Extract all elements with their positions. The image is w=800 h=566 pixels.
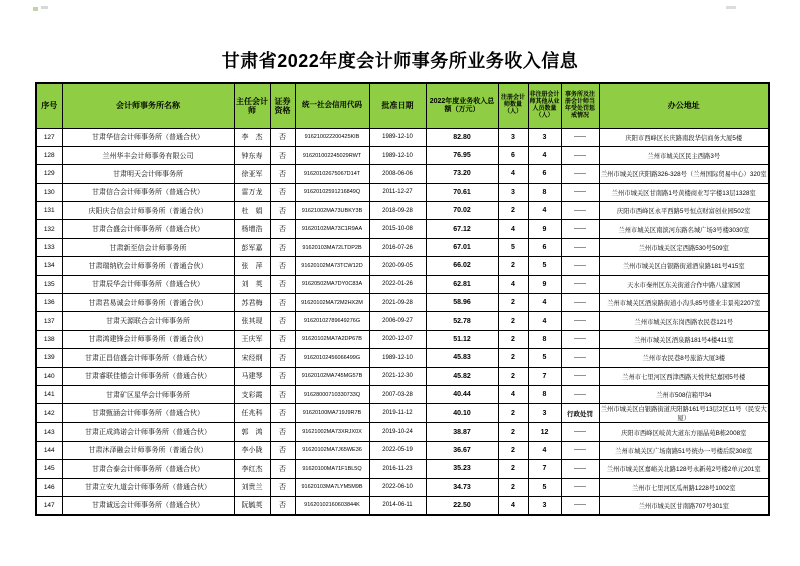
cell-securities: 否 <box>270 312 295 330</box>
cell-approval_date: 2022-06-10 <box>369 478 426 496</box>
table-row <box>36 183 769 201</box>
cell-securities: 否 <box>270 128 295 146</box>
cell-credit_code: 91628000710330733Q <box>295 385 369 403</box>
scan-artifact-right <box>726 5 738 13</box>
cell-accountant: 王庆军 <box>234 330 270 348</box>
cell-other_staff: 8 <box>528 330 561 348</box>
table-header <box>36 83 769 128</box>
cell-address: 兰州市城关区酒泉路街道小沟头85号盛业丰景苑2207室 <box>599 294 769 312</box>
cell-approval_date: 2011-12-27 <box>369 183 426 201</box>
revenue-table <box>35 82 770 516</box>
header-name: 会计师事务所名称 <box>62 83 234 128</box>
cell-other_staff: 6 <box>528 238 561 256</box>
cell-accountant: 张 萍 <box>234 257 270 275</box>
cell-approval_date: 2016-07-26 <box>369 238 426 256</box>
cell-no: 131 <box>36 202 62 220</box>
cell-no: 139 <box>36 349 62 367</box>
cell-accountant: 马建琴 <box>234 367 270 385</box>
cell-revenue: 73.20 <box>426 165 498 183</box>
cell-address: 兰州市城关区东岗西路农民巷121号 <box>599 312 769 330</box>
cell-address: 兰州市城关区白银路街道酒泉路181号415室 <box>599 257 769 275</box>
cell-accountant: 彭军嘉 <box>234 238 270 256</box>
cell-penalty: —— <box>561 496 599 514</box>
cell-credit_code: 91621002MA73XRJX0X <box>295 423 369 441</box>
cell-name: 甘肃睿联佳德会计师事务所（普通合伙） <box>62 367 234 385</box>
cell-revenue: 67.01 <box>426 238 498 256</box>
header-cpa_count: 注册会计师数量（人） <box>498 83 528 128</box>
cell-penalty: —— <box>561 478 599 496</box>
table-row <box>36 423 769 441</box>
cell-name: 甘肃诚远会计师事务所（普通合伙） <box>62 496 234 514</box>
cell-penalty: —— <box>561 294 599 312</box>
cell-penalty: —— <box>561 460 599 478</box>
cell-address: 庆阳市西峰区岐黄大道东方丽晶苑B栋2008室 <box>599 423 769 441</box>
cell-securities: 否 <box>270 423 295 441</box>
cell-name: 甘肃天源联合会计师事务所 <box>62 312 234 330</box>
scan-speck <box>41 6 48 9</box>
cell-name: 甘肃立安九道会计师事务所（普通合伙） <box>62 478 234 496</box>
cell-credit_code: 91620100MA71F1BL5Q <box>295 460 369 478</box>
cell-accountant: 苏君梅 <box>234 294 270 312</box>
table-body <box>36 128 769 515</box>
cell-penalty: 行政处罚 <box>561 404 599 423</box>
table-row <box>36 312 769 330</box>
cell-name: 甘肃甄涵会计师事务所（普通合伙） <box>62 404 234 423</box>
cell-revenue: 62.81 <box>426 275 498 293</box>
cell-other_staff: 9 <box>528 220 561 238</box>
cell-name: 甘肃华信会计师事务所（普通合伙） <box>62 128 234 146</box>
cell-address: 兰州市七里河区西津西路天悦世纪嘉园5号楼 <box>599 367 769 385</box>
cell-name: 甘肃合盛会计师事务所（普通合伙） <box>62 220 234 238</box>
header-penalty: 事务所及注册会计师当年受处罚惩戒情况 <box>561 83 599 128</box>
cell-securities: 否 <box>270 478 295 496</box>
cell-penalty: —— <box>561 165 599 183</box>
cell-approval_date: 2007-03-28 <box>369 385 426 403</box>
cell-cpa_count: 3 <box>498 128 528 146</box>
header-approval_date: 批准日期 <box>369 83 426 128</box>
cell-address: 兰州市城关区南滨河东路名城广场3号楼3030室 <box>599 220 769 238</box>
cell-revenue: 67.12 <box>426 220 498 238</box>
cell-cpa_count: 4 <box>498 496 528 514</box>
cell-cpa_count: 4 <box>498 385 528 403</box>
cell-revenue: 35.23 <box>426 460 498 478</box>
cell-accountant: 宋经纲 <box>234 349 270 367</box>
cell-securities: 否 <box>270 294 295 312</box>
cell-approval_date: 2019-10-24 <box>369 423 426 441</box>
cell-credit_code: 91620102MA73TCW12D <box>295 257 369 275</box>
cell-other_staff: 3 <box>528 404 561 423</box>
cell-other_staff: 8 <box>528 183 561 201</box>
cell-credit_code: 91620102MA7J65WE36 <box>295 441 369 459</box>
cell-address: 兰州市508信箱甲34 <box>599 385 769 403</box>
table-row <box>36 460 769 478</box>
cell-revenue: 45.82 <box>426 367 498 385</box>
cell-other_staff: 5 <box>528 257 561 275</box>
cell-securities: 否 <box>270 146 295 164</box>
cell-revenue: 34.73 <box>426 478 498 496</box>
cell-revenue: 40.44 <box>426 385 498 403</box>
cell-other_staff: 5 <box>528 349 561 367</box>
cell-credit_code: 91620102456066499G <box>295 349 369 367</box>
cell-approval_date: 2021-09-28 <box>369 294 426 312</box>
cell-penalty: —— <box>561 238 599 256</box>
cell-credit_code: 91621002MA73UBKY3B <box>295 202 369 220</box>
cell-cpa_count: 2 <box>498 294 528 312</box>
cell-securities: 否 <box>270 367 295 385</box>
cell-cpa_count: 3 <box>498 183 528 201</box>
cell-cpa_count: 2 <box>498 423 528 441</box>
cell-accountant: 钟东寿 <box>234 146 270 164</box>
header-other_staff: 非注册会计师其他从业人员数量（人） <box>528 83 561 128</box>
cell-no: 130 <box>36 183 62 201</box>
table-row <box>36 275 769 293</box>
cell-penalty: —— <box>561 275 599 293</box>
cell-other_staff: 3 <box>528 128 561 146</box>
cell-other_staff: 4 <box>528 146 561 164</box>
cell-approval_date: 2006-09-27 <box>369 312 426 330</box>
scan-speck <box>726 6 736 9</box>
cell-securities: 否 <box>270 165 295 183</box>
cell-revenue: 45.83 <box>426 349 498 367</box>
cell-revenue: 82.80 <box>426 128 498 146</box>
cell-other_staff: 5 <box>528 478 561 496</box>
cell-no: 134 <box>36 257 62 275</box>
cell-name: 兰州华丰会计师事务有限公司 <box>62 146 234 164</box>
cell-cpa_count: 4 <box>498 220 528 238</box>
cell-penalty: —— <box>561 385 599 403</box>
cell-cpa_count: 2 <box>498 478 528 496</box>
cell-penalty: —— <box>561 312 599 330</box>
cell-address: 庆阳市西峰区永平西路5号恒点财富创业园502室 <box>599 202 769 220</box>
cell-revenue: 51.12 <box>426 330 498 348</box>
cell-other_staff: 6 <box>528 165 561 183</box>
cell-name: 庆阳庆合信会计师事务所（普通合伙） <box>62 202 234 220</box>
cell-approval_date: 2015-10-08 <box>369 220 426 238</box>
cell-no: 127 <box>36 128 62 146</box>
cell-revenue: 70.02 <box>426 202 498 220</box>
table-row <box>36 146 769 164</box>
cell-securities: 否 <box>270 220 295 238</box>
cell-credit_code: 91620102MA745MG57B <box>295 367 369 385</box>
cell-approval_date: 2022-01-26 <box>369 275 426 293</box>
cell-credit_code: 91620103MA72LTDP2B <box>295 238 369 256</box>
cell-no: 141 <box>36 385 62 403</box>
cell-penalty: —— <box>561 128 599 146</box>
cell-revenue: 38.87 <box>426 423 498 441</box>
cell-revenue: 66.02 <box>426 257 498 275</box>
cell-other_staff: 4 <box>528 202 561 220</box>
cell-credit_code: 91620102MA7A2DP67B <box>295 330 369 348</box>
cell-no: 140 <box>36 367 62 385</box>
cell-approval_date: 2018-09-28 <box>369 202 426 220</box>
header-securities: 证券资格 <box>270 83 295 128</box>
cell-revenue: 22.50 <box>426 496 498 514</box>
cell-securities: 否 <box>270 238 295 256</box>
cell-name: 甘肃合泰会计师事务所（普通合伙） <box>62 460 234 478</box>
cell-address: 天水市秦州区东关街道合作中路八建家园 <box>599 275 769 293</box>
cell-securities: 否 <box>270 496 295 514</box>
cell-no: 145 <box>36 460 62 478</box>
cell-approval_date: 1989-12-10 <box>369 128 426 146</box>
cell-no: 129 <box>36 165 62 183</box>
cell-credit_code: 916201002245029RWT <box>295 146 369 164</box>
table-row <box>36 385 769 403</box>
cell-penalty: —— <box>561 202 599 220</box>
cell-accountant: 任兆科 <box>234 404 270 423</box>
cell-accountant: 李小陇 <box>234 441 270 459</box>
cell-revenue: 40.10 <box>426 404 498 423</box>
cell-cpa_count: 4 <box>498 165 528 183</box>
cell-address: 兰州市七里河区瓜州路1228号1002室 <box>599 478 769 496</box>
cell-other_staff: 4 <box>528 294 561 312</box>
cell-accountant: 郭 鸿 <box>234 423 270 441</box>
cell-revenue: 76.95 <box>426 146 498 164</box>
cell-revenue: 36.67 <box>426 441 498 459</box>
cell-accountant: 刘贵兰 <box>234 478 270 496</box>
cell-cpa_count: 2 <box>498 349 528 367</box>
cell-no: 146 <box>36 478 62 496</box>
table-row <box>36 220 769 238</box>
cell-cpa_count: 2 <box>498 460 528 478</box>
cell-name: 甘肃正昌信盛会计师事务所（普通合伙） <box>62 349 234 367</box>
cell-accountant: 李 杰 <box>234 128 270 146</box>
cell-no: 136 <box>36 294 62 312</box>
cell-address: 兰州市农民巷8号旅游大厦3楼 <box>599 349 769 367</box>
page-title: 甘肃省2022年度会计师事务所业务收入信息 <box>221 51 579 71</box>
cell-securities: 否 <box>270 275 295 293</box>
cell-securities: 否 <box>270 257 295 275</box>
header-revenue: 2022年度业务收入总额（万元） <box>426 83 498 128</box>
cell-penalty: —— <box>561 423 599 441</box>
cell-securities: 否 <box>270 202 295 220</box>
cell-penalty: —— <box>561 441 599 459</box>
cell-credit_code: 91620102160603844K <box>295 496 369 514</box>
cell-approval_date: 2016-11-23 <box>369 460 426 478</box>
cell-cpa_count: 2 <box>498 330 528 348</box>
cell-name: 甘肃瑞纳欣会计师事务所（普通合伙） <box>62 257 234 275</box>
cell-credit_code: 91620103MA7LYM5M9B <box>295 478 369 496</box>
table-row <box>36 441 769 459</box>
cell-no: 147 <box>36 496 62 514</box>
cell-name: 甘肃鸿建锋会计师事务所（普通合伙） <box>62 330 234 348</box>
cell-other_staff: 9 <box>528 275 561 293</box>
cell-no: 135 <box>36 275 62 293</box>
table-row <box>36 238 769 256</box>
cell-credit_code: 91620102MA73C1R9AA <box>295 220 369 238</box>
cell-name: 甘肃明天会计师事务所 <box>62 165 234 183</box>
cell-approval_date: 2020-09-05 <box>369 257 426 275</box>
cell-securities: 否 <box>270 385 295 403</box>
cell-other_staff: 7 <box>528 460 561 478</box>
cell-address: 兰州市城关区嘉峪关北路128号永新苑2号楼2单元201室 <box>599 460 769 478</box>
cell-approval_date: 2021-12-30 <box>369 367 426 385</box>
cell-penalty: —— <box>561 330 599 348</box>
cell-credit_code: 91620102675067D14T <box>295 165 369 183</box>
scan-artifact-left <box>33 6 49 15</box>
cell-securities: 否 <box>270 441 295 459</box>
cell-other_staff: 4 <box>528 441 561 459</box>
cell-other_staff: 7 <box>528 367 561 385</box>
cell-penalty: —— <box>561 367 599 385</box>
cell-address: 兰州市城关区白银路街道庆阳路161号13层2区11号（民安大厦） <box>599 404 769 423</box>
header-credit_code: 统一社会信用代码 <box>295 83 369 128</box>
cell-revenue: 70.61 <box>426 183 498 201</box>
table-row <box>36 478 769 496</box>
cell-credit_code: 91620100MA719J9R7B <box>295 404 369 423</box>
scan-speck <box>33 7 38 11</box>
cell-approval_date: 2022-05-19 <box>369 441 426 459</box>
cell-approval_date: 2014-06-11 <box>369 496 426 514</box>
cell-penalty: —— <box>561 257 599 275</box>
cell-securities: 否 <box>270 330 295 348</box>
cell-no: 143 <box>36 423 62 441</box>
cell-no: 128 <box>36 146 62 164</box>
cell-other_staff: 8 <box>528 385 561 403</box>
cell-accountant: 杜 娟 <box>234 202 270 220</box>
header-row <box>36 83 769 128</box>
cell-revenue: 58.96 <box>426 294 498 312</box>
cell-approval_date: 2020-12-07 <box>369 330 426 348</box>
cell-accountant: 李红杰 <box>234 460 270 478</box>
table-row <box>36 294 769 312</box>
cell-name: 甘肃君易诚会计师事务所（普通合伙） <box>62 294 234 312</box>
cell-no: 133 <box>36 238 62 256</box>
cell-revenue: 52.78 <box>426 312 498 330</box>
table-row <box>36 349 769 367</box>
cell-securities: 否 <box>270 404 295 423</box>
cell-no: 138 <box>36 330 62 348</box>
cell-address: 兰州市城关区甘南路1号黄楼商业写字楼13层1328室 <box>599 183 769 201</box>
header-accountant: 主任会计师 <box>234 83 270 128</box>
cell-cpa_count: 2 <box>498 257 528 275</box>
cell-cpa_count: 6 <box>498 146 528 164</box>
cell-cpa_count: 5 <box>498 238 528 256</box>
cell-securities: 否 <box>270 349 295 367</box>
table-row <box>36 496 769 514</box>
table-row <box>36 128 769 146</box>
cell-name: 甘肃矿区星华会计师事务所 <box>62 385 234 403</box>
table-row <box>36 257 769 275</box>
cell-accountant: 支彩霞 <box>234 385 270 403</box>
cell-accountant: 徐亚军 <box>234 165 270 183</box>
cell-approval_date: 2019-11-12 <box>369 404 426 423</box>
cell-penalty: —— <box>561 349 599 367</box>
cell-name: 甘肃沐泽融会计师事务所（普通合伙） <box>62 441 234 459</box>
cell-cpa_count: 4 <box>498 275 528 293</box>
cell-credit_code: 916210022200425KIB <box>295 128 369 146</box>
cell-accountant: 杨增浩 <box>234 220 270 238</box>
cell-accountant: 张其现 <box>234 312 270 330</box>
table-row <box>36 330 769 348</box>
cell-address: 兰州市城关区甘南路707号301室 <box>599 496 769 514</box>
cell-cpa_count: 2 <box>498 312 528 330</box>
table-row <box>36 202 769 220</box>
cell-approval_date: 2008-06-06 <box>369 165 426 183</box>
header-address: 办公地址 <box>599 83 769 128</box>
cell-address: 兰州市城关区酒泉路181号4楼411室 <box>599 330 769 348</box>
cell-address: 兰州市城关区定西路530号509室 <box>599 238 769 256</box>
cell-credit_code: 91620102591216849Q <box>295 183 369 201</box>
cell-penalty: —— <box>561 220 599 238</box>
cell-securities: 否 <box>270 183 295 201</box>
cell-penalty: —— <box>561 183 599 201</box>
cell-credit_code: 91620102MA72M2HX2M <box>295 294 369 312</box>
table-row <box>36 165 769 183</box>
cell-name: 甘肃新至信会计师事务所 <box>62 238 234 256</box>
cell-address: 兰州市城关区民主西路3号 <box>599 146 769 164</box>
cell-approval_date: 1989-12-10 <box>369 146 426 164</box>
cell-accountant: 阮毓英 <box>234 496 270 514</box>
cell-name: 甘肃正成鸿诺会计师事务所（普通合伙） <box>62 423 234 441</box>
header-no: 序号 <box>36 83 62 128</box>
cell-credit_code: 91620502MA7DY0C83A <box>295 275 369 293</box>
cell-securities: 否 <box>270 460 295 478</box>
cell-name: 甘肃辰华会计师事务所（普通合伙） <box>62 275 234 293</box>
cell-address: 庆阳市西峰区长庆路南段华信商务大厦5楼 <box>599 128 769 146</box>
cell-no: 137 <box>36 312 62 330</box>
cell-approval_date: 1989-12-10 <box>369 349 426 367</box>
cell-address: 兰州市城关区庆阳路326-328号（兰州国际贸易中心）320室 <box>599 165 769 183</box>
cell-penalty: —— <box>561 146 599 164</box>
cell-no: 144 <box>36 441 62 459</box>
cell-cpa_count: 2 <box>498 441 528 459</box>
table-row <box>36 404 769 423</box>
cell-accountant: 雷万龙 <box>234 183 270 201</box>
cell-no: 142 <box>36 404 62 423</box>
cell-cpa_count: 2 <box>498 202 528 220</box>
cell-cpa_count: 2 <box>498 367 528 385</box>
cell-cpa_count: 2 <box>498 404 528 423</box>
cell-other_staff: 4 <box>528 312 561 330</box>
cell-other_staff: 3 <box>528 496 561 514</box>
cell-name: 甘肃信合会计师事务所（普通合伙） <box>62 183 234 201</box>
cell-accountant: 刘 英 <box>234 275 270 293</box>
cell-other_staff: 12 <box>528 423 561 441</box>
cell-no: 132 <box>36 220 62 238</box>
cell-address: 兰州市城关区广场南路51号统办一号楼后院308室 <box>599 441 769 459</box>
cell-credit_code: 91620102789649276G <box>295 312 369 330</box>
table-row <box>36 367 769 385</box>
